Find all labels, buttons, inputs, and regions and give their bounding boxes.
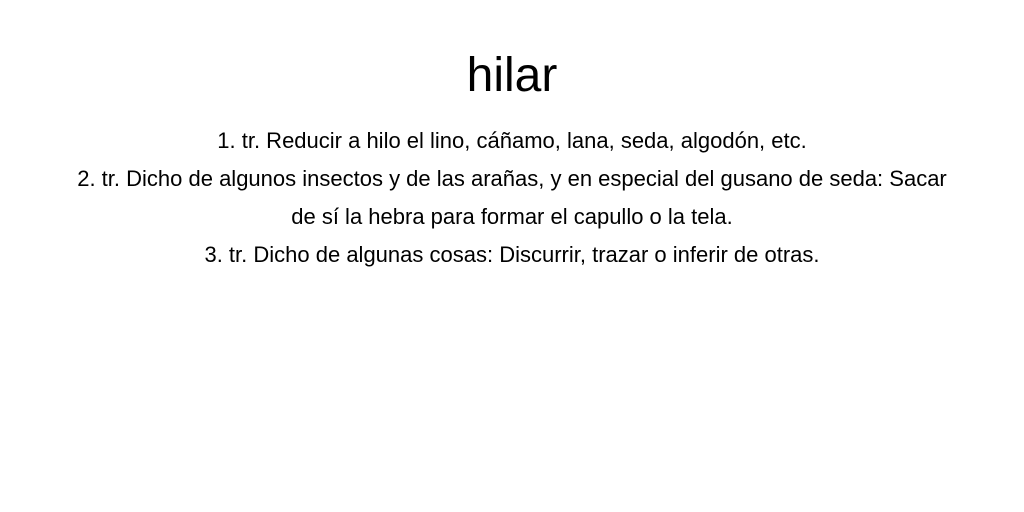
definition-list <box>72 122 952 274</box>
definition-1: 1. tr. Reducir a hilo el lino, cáñamo, lana, seda, algodón, etc. <box>217 128 807 153</box>
definition-2: 2. tr. Dicho de algunos insectos y de las arañas, y en especial del gusano de seda: Sacar de sí la hebra para formar el capullo o la tela. <box>77 166 947 229</box>
headword: hilar <box>466 49 558 102</box>
definition-3: 3. tr. Dicho de algunas cosas: Discurrir, trazar o inferir de otras. <box>204 242 820 267</box>
